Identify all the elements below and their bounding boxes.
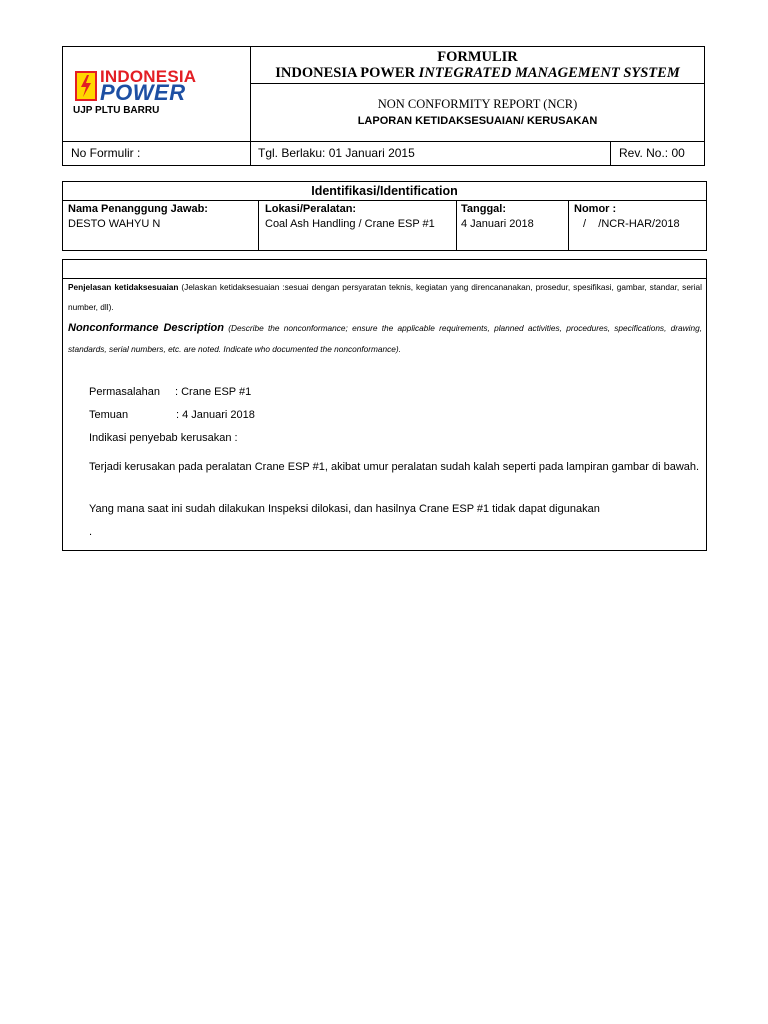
description-rest: (Describe the nonconformance; ensure the applicable requirements, planned activities, procedures, specifications, drawing, standards, serial numbers, etc. are noted. Indicate who documented the nonconformance). bbox=[68, 323, 702, 354]
rev-no: Rev. No.: 00 bbox=[619, 146, 685, 160]
temuan-label: Temuan bbox=[89, 409, 129, 421]
paragraph-1: Terjadi kerusakan pada peralatan Crane ESP #1, akibat umur peralatan sudah kalah seperti pada lampiran gambar di bawah. bbox=[89, 461, 700, 473]
number-label: Nomor : bbox=[574, 203, 617, 215]
form-meta-row bbox=[63, 141, 704, 166]
identification-title: Identifikasi/Identification bbox=[63, 182, 706, 201]
temuan-value: : 4 Januari 2018 bbox=[176, 409, 255, 421]
tgl-berlaku: Tgl. Berlaku: 01 Januari 2015 bbox=[251, 142, 611, 165]
identification-table bbox=[62, 181, 707, 251]
date-label: Tanggal: bbox=[461, 203, 507, 215]
permasalahan-label: Permasalahan bbox=[89, 386, 160, 398]
penjelasan-rest: (Jelaskan ketidaksesuaian :sesuai dengan persyaratan teknis, kegiatan yang direncananakan, prosedur, spesifikasi, gambar, standar, serial number, dll). bbox=[68, 282, 702, 312]
description-title: Nonconformance Description bbox=[68, 322, 224, 334]
form-title-block bbox=[251, 47, 704, 84]
responsible-cell bbox=[63, 201, 259, 250]
date-cell bbox=[457, 201, 569, 250]
trailing-dot: . bbox=[89, 526, 93, 538]
location-label: Lokasi/Peralatan: bbox=[265, 203, 357, 215]
indikasi-text: Indikasi penyebab kerusakan : bbox=[89, 432, 238, 444]
no-formulir: No Formulir : bbox=[63, 142, 251, 165]
number-value: / /NCR-HAR/2018 bbox=[583, 218, 680, 230]
form-header bbox=[62, 46, 705, 166]
number-cell bbox=[569, 201, 706, 250]
report-subtitle: LAPORAN KETIDAKSESUAIAN/ KERUSAKAN bbox=[357, 115, 598, 127]
date-value: 4 Januari 2018 bbox=[461, 218, 534, 230]
logo-mark-icon bbox=[75, 71, 97, 101]
responsible-value: DESTO WAHYU N bbox=[68, 218, 161, 230]
logo-text-power: POWER bbox=[100, 80, 186, 105]
description-text bbox=[68, 318, 702, 360]
location-value: Coal Ash Handling / Crane ESP #1 bbox=[265, 218, 435, 230]
permasalahan-value: : Crane ESP #1 bbox=[175, 386, 252, 398]
responsible-label: Nama Penanggung Jawab: bbox=[68, 203, 208, 215]
logo-text-indonesia: INDONESIA bbox=[100, 67, 197, 86]
ims-title bbox=[251, 65, 704, 81]
ims-title-plain: INDONESIA POWER bbox=[275, 65, 419, 81]
unit-name: UJP PLTU BARRU bbox=[73, 105, 160, 116]
penjelasan-bold: Penjelasan ketidaksesuaian bbox=[68, 282, 179, 292]
paragraph-2: Yang mana saat ini sudah dilakukan Inspeksi dilokasi, dan hasilnya Crane ESP #1 tidak dapat digunakan bbox=[89, 503, 600, 515]
report-title-block bbox=[251, 84, 704, 141]
nonconformity-box bbox=[62, 259, 707, 551]
report-title: NON CONFORMITY REPORT (NCR) bbox=[377, 97, 578, 111]
location-cell bbox=[259, 201, 457, 250]
penjelasan-text bbox=[68, 277, 702, 317]
ims-title-italic: INTEGRATED MANAGEMENT SYSTEM bbox=[418, 65, 680, 81]
logo-cell bbox=[63, 47, 251, 141]
form-title: FORMULIR bbox=[437, 49, 518, 65]
lightning-icon bbox=[77, 73, 95, 99]
